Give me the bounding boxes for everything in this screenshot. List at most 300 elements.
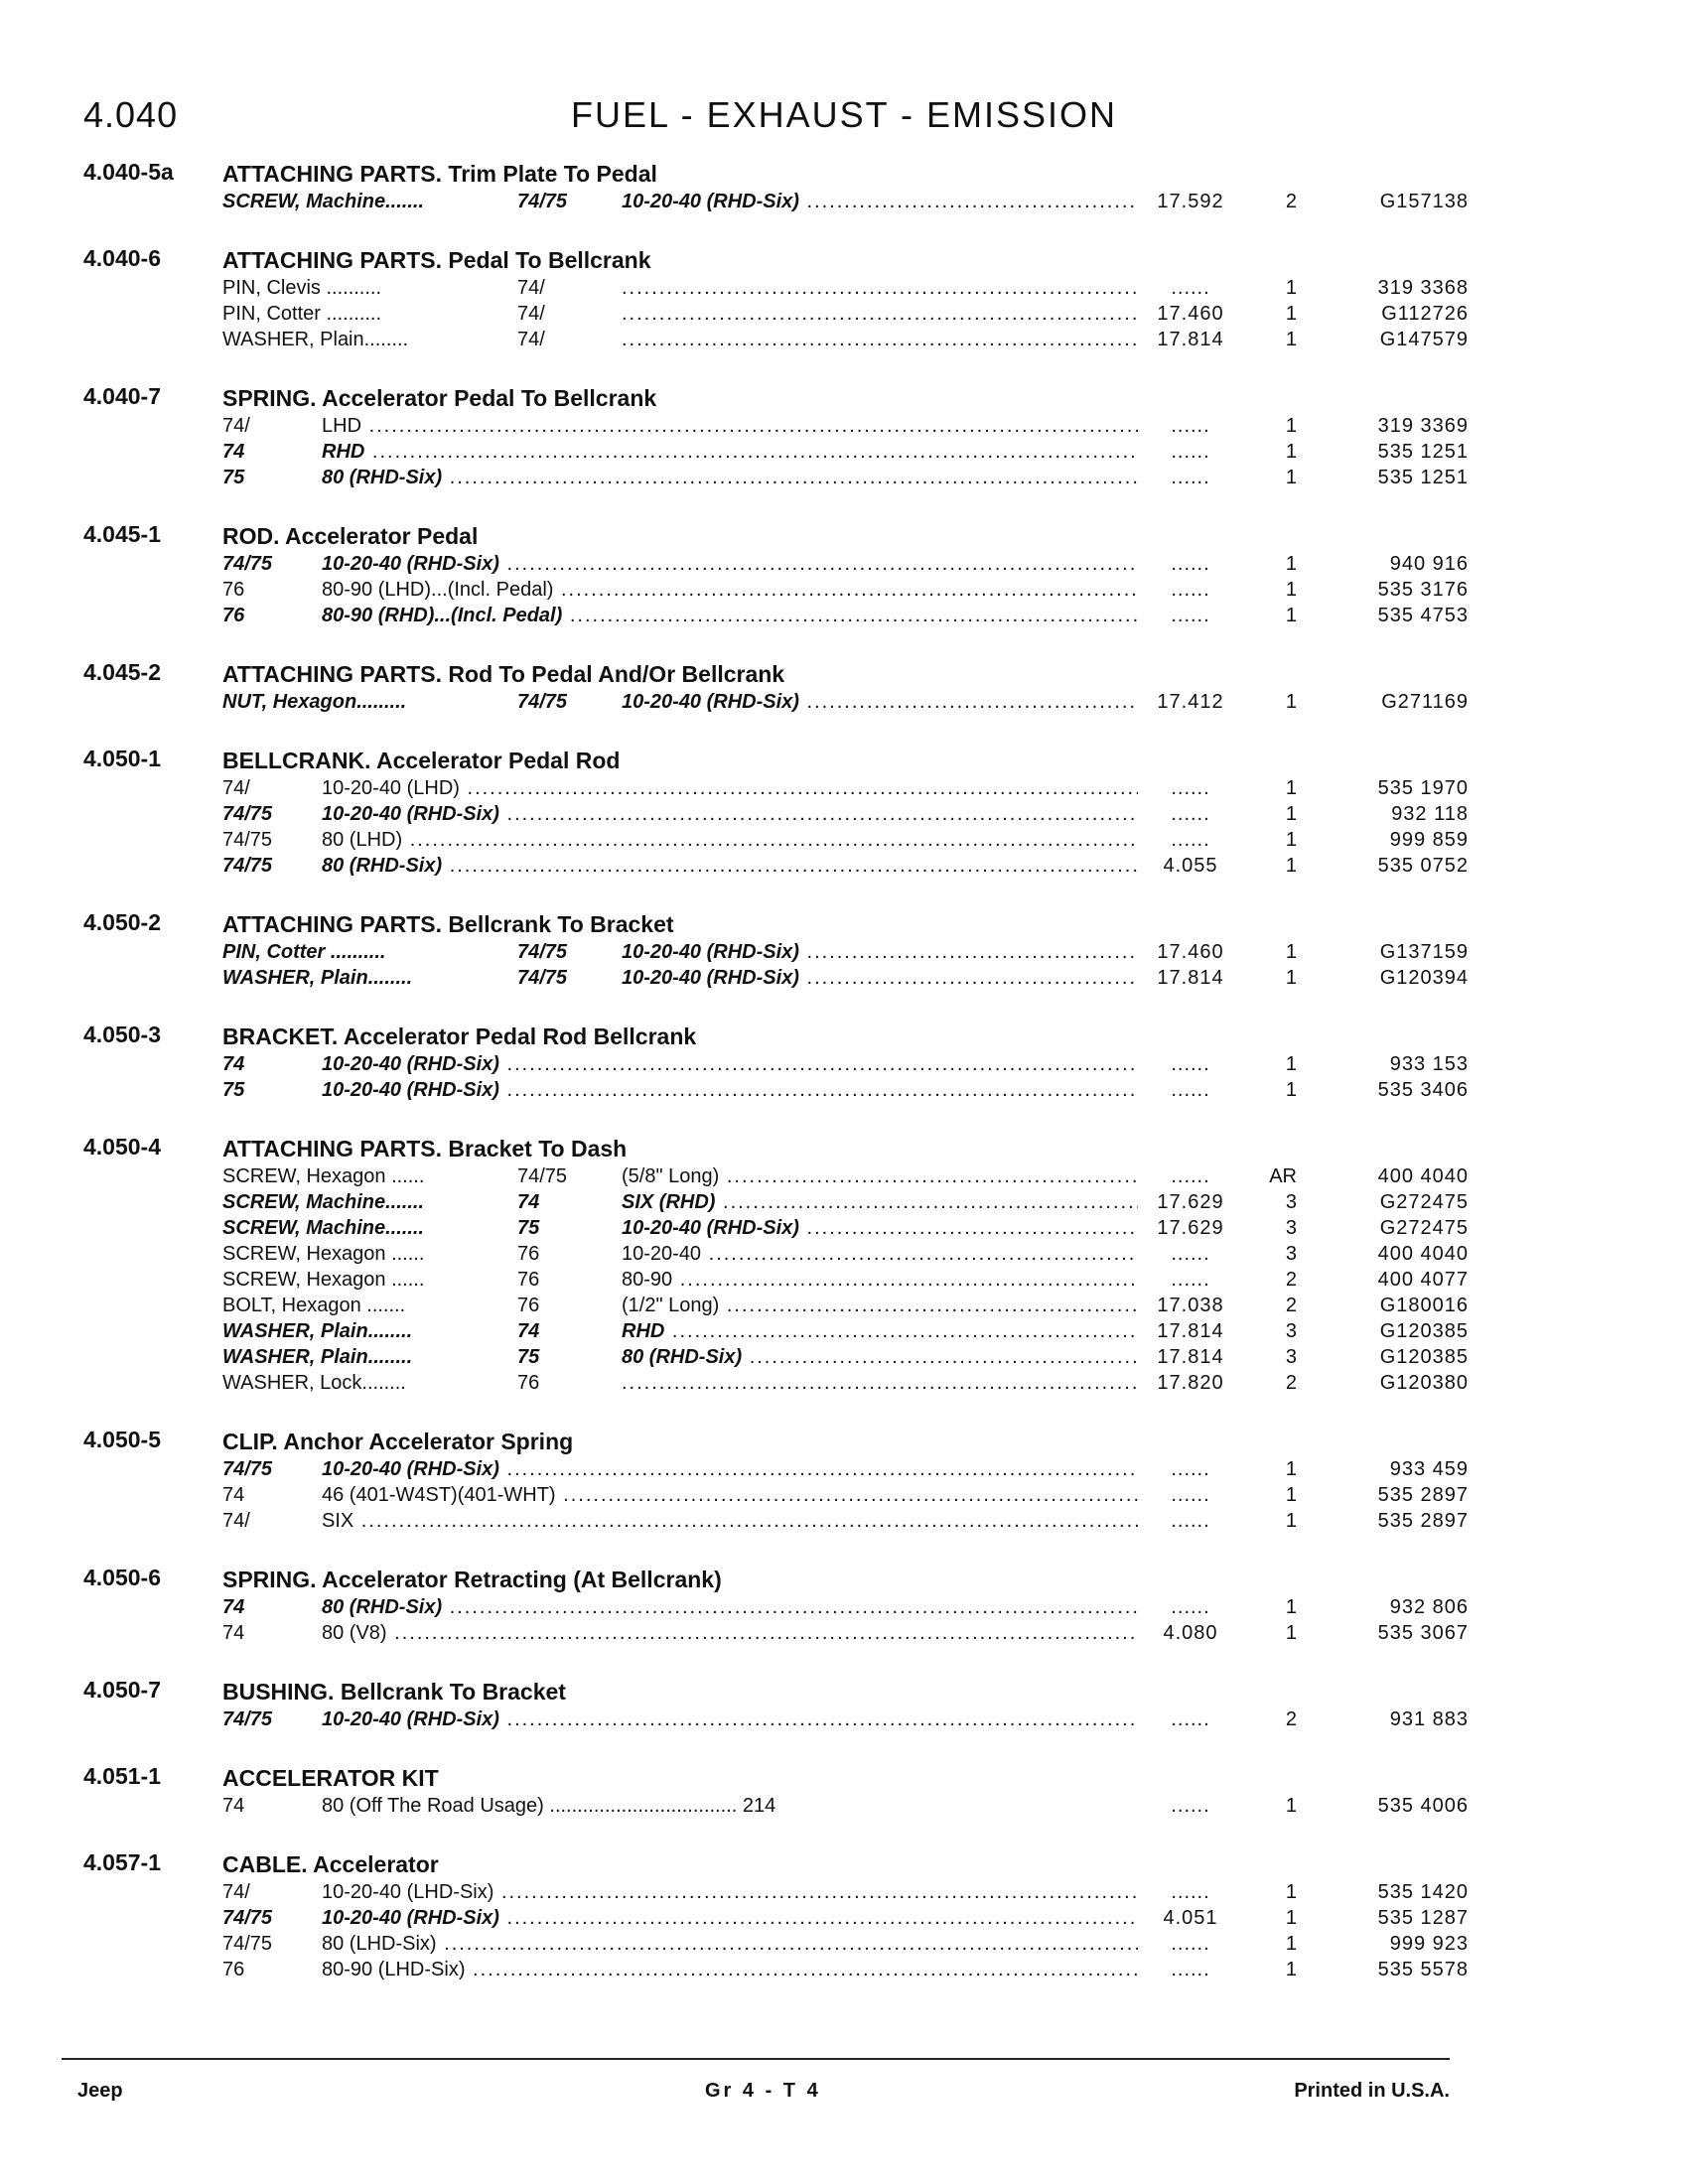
reference-number: ...... [1171,553,1210,575]
footer-group-ref: Gr 4 - T 4 [705,2080,821,2102]
part-name: WASHER, Plain........ [222,1346,413,1368]
application: 10-20-40 (LHD-Six) ..... [322,1879,1138,1905]
part-row [83,1594,1469,1620]
part-name: WASHER, Lock........ [222,1372,406,1394]
part-row [83,327,1469,352]
reference-number: ...... [1171,1243,1210,1265]
part-row [83,275,1469,301]
application [622,275,1138,301]
part-number: G272475 [1379,1191,1469,1213]
part-row [83,1370,1469,1396]
quantity: 2 [1285,191,1297,212]
quantity: AR [1269,1165,1297,1187]
part-row [83,1706,1469,1732]
part-row [83,775,1469,801]
reference-number: ...... [1171,1510,1210,1532]
part-name: SCREW, Hexagon ...... [222,1243,425,1265]
quantity: 3 [1285,1217,1297,1239]
application: 10-20-40 (RHD-Six) ..... [622,689,1138,715]
part-name: SCREW, Hexagon ...... [222,1165,425,1187]
footer-printed: Printed in U.S.A. [1294,2080,1450,2102]
part-name: PIN, Clevis .......... [222,277,382,299]
part-row [83,603,1469,628]
application: RHD ..... [322,439,1138,465]
application: 10-20-40 (RHD-Six) ..... [322,1905,1138,1931]
part-row [83,551,1469,577]
part-name: WASHER, Plain........ [222,967,413,989]
quantity: 1 [1285,829,1297,851]
application: 80 (V8) ..... [322,1620,1138,1646]
part-name: 74/75 [222,855,273,877]
application: 10-20-40 (RHD-Six) ..... [622,939,1138,965]
quantity: 1 [1285,691,1297,713]
application: 10-20-40 (RHD-Six) ..... [622,189,1138,214]
group-title: SPRING. Accelerator Retracting (At Bellcrank) [222,1567,722,1592]
parts-group [83,383,1469,490]
part-name: 74/ [222,415,250,437]
application: 80-90 ..... [622,1267,1138,1293]
part-number: 535 1251 [1377,441,1469,463]
application: (5/8" Long) ..... [622,1163,1138,1189]
quantity: 1 [1285,467,1297,488]
parts-group [83,1565,1469,1646]
part-name: 74 [222,1622,245,1644]
reference-number: ...... [1171,1881,1210,1903]
model-year: 74/ [517,303,545,325]
group-number: 4.050-7 [83,1677,162,1703]
parts-group [83,245,1469,352]
parts-group [83,746,1469,879]
application: 10-20-40 (LHD) ..... [322,775,1138,801]
part-row [83,1482,1469,1508]
quantity: 1 [1285,1622,1297,1644]
part-row [83,1508,1469,1534]
quantity: 3 [1285,1191,1297,1213]
part-number: G120394 [1379,967,1469,989]
application: 80 (RHD-Six) ..... [322,465,1138,490]
part-number: 940 916 [1389,553,1469,575]
part-name: 74/75 [222,1458,273,1480]
reference-number: ...... [1171,579,1210,601]
quantity: 1 [1285,1907,1297,1929]
application: 46 (401-W4ST)(401-WHT) ..... [322,1482,1138,1508]
reference-number: ...... [1171,803,1210,825]
reference-number: ...... [1171,1959,1210,1980]
application: 80-90 (LHD-Six) ..... [322,1957,1138,1982]
application: 10-20-40 (RHD-Six) ..... [322,801,1138,827]
parts-group [83,1022,1469,1103]
part-name: 74/75 [222,1907,273,1929]
quantity: 1 [1285,441,1297,463]
application: 80 (RHD-Six) ..... [622,1344,1138,1370]
part-number: 535 3176 [1377,579,1469,601]
parts-group [83,1677,1469,1732]
part-name: 74/ [222,1510,250,1532]
group-title: ATTACHING PARTS. Trim Plate To Pedal [222,161,657,187]
quantity: 2 [1285,1708,1297,1730]
part-number: 535 0752 [1377,855,1469,877]
quantity: 1 [1285,303,1297,325]
model-year: 76 [517,1269,540,1291]
part-row [83,827,1469,853]
reference-number: 17.629 [1157,1217,1224,1239]
part-row [83,1931,1469,1957]
model-year: 74/ [517,329,545,350]
part-number: 932 806 [1389,1596,1469,1618]
part-name: 74/ [222,1881,250,1903]
quantity: 1 [1285,553,1297,575]
model-year: 74/75 [517,691,568,713]
parts-group [83,1849,1469,1982]
reference-number: 4.080 [1163,1622,1218,1644]
part-number: G271169 [1381,691,1469,713]
parts-group [83,1134,1469,1396]
group-title: BUSHING. Bellcrank To Bracket [222,1679,566,1705]
part-name: SCREW, Hexagon ...... [222,1269,425,1291]
reference-number: ...... [1171,1079,1210,1101]
parts-group [83,909,1469,991]
quantity: 1 [1285,1795,1297,1817]
quantity: 1 [1285,803,1297,825]
part-name: SCREW, Machine....... [222,1217,424,1239]
application: 80 (RHD-Six) ..... [322,1594,1138,1620]
quantity: 1 [1285,329,1297,350]
reference-number: ...... [1171,277,1210,299]
reference-number: 17.814 [1157,1320,1224,1342]
part-name: PIN, Cotter .......... [222,303,382,325]
application: LHD ..... [322,413,1138,439]
reference-number: ...... [1171,1933,1210,1955]
reference-number: ...... [1171,1458,1210,1480]
application: 80-90 (LHD)...(Incl. Pedal) ..... [322,577,1138,603]
part-row [83,465,1469,490]
quantity: 3 [1285,1346,1297,1368]
part-number: G180016 [1379,1295,1469,1316]
quantity: 1 [1285,1881,1297,1903]
part-row [83,853,1469,879]
group-title: ACCELERATOR KIT [222,1765,439,1791]
parts-group [83,159,1469,214]
part-name: 74/75 [222,553,273,575]
part-row [83,301,1469,327]
quantity: 1 [1285,855,1297,877]
part-row [83,413,1469,439]
group-title: CABLE. Accelerator [222,1851,439,1877]
quantity: 1 [1285,1959,1297,1980]
part-number: 999 923 [1389,1933,1469,1955]
group-number: 4.050-6 [83,1565,162,1590]
quantity: 2 [1285,1295,1297,1316]
reference-number: 17.460 [1157,941,1224,963]
quantity: 1 [1285,1079,1297,1101]
part-row [83,1267,1469,1293]
quantity: 1 [1285,605,1297,626]
part-row [83,1293,1469,1318]
part-name: PIN, Cotter .......... [222,941,386,963]
application [622,1370,1138,1396]
part-row [83,801,1469,827]
reference-number: 17.814 [1157,967,1224,989]
part-number: 535 1287 [1377,1907,1469,1929]
reference-number: ...... [1171,1484,1210,1506]
group-title: ATTACHING PARTS. Rod To Pedal And/Or Bellcrank [222,661,785,687]
model-year: 75 [517,1217,540,1239]
model-year: 74/ [517,277,545,299]
group-number: 4.050-1 [83,746,162,771]
quantity: 1 [1285,967,1297,989]
part-row [83,1344,1469,1370]
application [622,301,1138,327]
reference-number: ...... [1171,1269,1210,1291]
application: 10-20-40 ..... [622,1241,1138,1267]
part-number: 535 1251 [1377,467,1469,488]
quantity: 1 [1285,579,1297,601]
reference-number: ...... [1171,1795,1210,1817]
group-number: 4.045-1 [83,521,162,547]
part-number: 535 4753 [1377,605,1469,626]
part-row [83,1620,1469,1646]
model-year: 74 [517,1191,540,1213]
part-row [83,965,1469,991]
reference-number: 17.814 [1157,1346,1224,1368]
part-number: 319 3368 [1377,277,1469,299]
part-name: 74/75 [222,803,273,825]
part-row [83,189,1469,214]
reference-number: ...... [1171,829,1210,851]
part-name: NUT, Hexagon......... [222,691,407,713]
application: 10-20-40 (RHD-Six) ..... [622,965,1138,991]
part-row [83,1215,1469,1241]
application: 80 (LHD) ..... [322,827,1138,853]
part-number: 319 3369 [1377,415,1469,437]
part-name: 74 [222,1053,245,1075]
part-row [83,1879,1469,1905]
group-title: ATTACHING PARTS. Bracket To Dash [222,1136,628,1161]
group-title: ROD. Accelerator Pedal [222,523,479,549]
part-number: G147579 [1379,329,1469,350]
part-row [83,1189,1469,1215]
part-row [83,1318,1469,1344]
part-row [83,689,1469,715]
part-number: 535 4006 [1377,1795,1469,1817]
application [622,327,1138,352]
part-number: G157138 [1379,191,1469,212]
part-row [83,1163,1469,1189]
application: 80 (RHD-Six) ..... [322,853,1138,879]
reference-number: 17.629 [1157,1191,1224,1213]
parts-group [83,659,1469,715]
model-year: 76 [517,1243,540,1265]
quantity: 1 [1285,1458,1297,1480]
part-number: G272475 [1379,1217,1469,1239]
group-number: 4.050-4 [83,1134,162,1160]
part-name: WASHER, Plain........ [222,1320,413,1342]
part-name: 75 [222,467,245,488]
application: RHD ..... [622,1318,1138,1344]
part-name: BOLT, Hexagon ....... [222,1295,406,1316]
model-year: 74/75 [517,967,568,989]
part-number: 933 153 [1389,1053,1469,1075]
group-title: SPRING. Accelerator Pedal To Bellcrank [222,385,657,411]
group-number: 4.040-6 [83,245,162,271]
quantity: 1 [1285,1484,1297,1506]
reference-number: 17.592 [1157,191,1224,212]
group-title: ATTACHING PARTS. Pedal To Bellcrank [222,247,651,273]
reference-number: ...... [1171,1165,1210,1187]
group-number: 4.050-2 [83,909,162,935]
group-number: 4.040-7 [83,383,162,409]
group-title: BRACKET. Accelerator Pedal Rod Bellcrank [222,1024,697,1049]
application: 10-20-40 (RHD-Six) ..... [322,1706,1138,1732]
part-row [83,939,1469,965]
quantity: 1 [1285,415,1297,437]
part-name: SCREW, Machine....... [222,191,424,212]
part-number: G120385 [1379,1346,1469,1368]
quantity: 1 [1285,941,1297,963]
reference-number: 17.038 [1157,1295,1224,1316]
part-number: 535 1970 [1377,777,1469,799]
part-row [83,1905,1469,1931]
part-row [83,1051,1469,1077]
reference-number: ...... [1171,1708,1210,1730]
quantity: 3 [1285,1320,1297,1342]
reference-number: 17.460 [1157,303,1224,325]
part-name: WASHER, Plain........ [222,329,409,350]
reference-number: ...... [1171,441,1210,463]
part-number: G120385 [1379,1320,1469,1342]
reference-number: 17.412 [1157,691,1224,713]
page-title: FUEL - EXHAUST - EMISSION [570,94,1118,135]
reference-number: 17.814 [1157,329,1224,350]
group-number: 4.040-5a [83,159,174,185]
reference-number: 4.051 [1163,1907,1218,1929]
part-row [83,1957,1469,1982]
application: 10-20-40 (RHD-Six) ..... [322,1077,1138,1103]
parts-list [83,159,1469,2013]
part-name: 76 [222,605,245,626]
model-year: 74/75 [517,941,568,963]
reference-number: 4.055 [1163,855,1218,877]
group-title: BELLCRANK. Accelerator Pedal Rod [222,748,621,773]
part-number: G137159 [1379,941,1469,963]
part-name: 74/75 [222,1933,273,1955]
part-row [83,1456,1469,1482]
quantity: 1 [1285,1596,1297,1618]
reference-number: ...... [1171,777,1210,799]
part-name: 75 [222,1079,245,1101]
part-number: 535 5578 [1377,1959,1469,1980]
part-number: 535 3406 [1377,1079,1469,1101]
page-header [83,94,1605,144]
application: 10-20-40 (RHD-Six) ..... [322,551,1138,577]
application: SIX (RHD) ..... [622,1189,1138,1215]
quantity: 1 [1285,1933,1297,1955]
part-number: 931 883 [1389,1708,1469,1730]
application: 80-90 (RHD)...(Incl. Pedal) ..... [322,603,1138,628]
footer-brand: Jeep [77,2080,123,2102]
reference-number: ...... [1171,467,1210,488]
part-row [83,439,1469,465]
part-name: 74 [222,1596,245,1618]
reference-number: ...... [1171,415,1210,437]
part-row [83,1793,1469,1819]
group-title: CLIP. Anchor Accelerator Spring [222,1429,574,1454]
part-name: 76 [222,1959,245,1980]
application: 10-20-40 (RHD-Six) ..... [322,1456,1138,1482]
quantity: 1 [1285,1053,1297,1075]
model-year: 76 [517,1372,540,1394]
part-number: 932 118 [1391,803,1469,825]
quantity: 1 [1285,1510,1297,1532]
part-name: 74 [222,1484,245,1506]
part-number: 400 4077 [1377,1269,1469,1291]
part-name: 74/75 [222,1708,273,1730]
parts-group [83,521,1469,628]
group-number: 4.050-3 [83,1022,162,1047]
model-year: 74/75 [517,1165,568,1187]
quantity: 1 [1285,277,1297,299]
application: 10-20-40 (RHD-Six) ..... [322,1051,1138,1077]
part-name: 74 [222,1795,245,1817]
reference-number: 17.820 [1157,1372,1224,1394]
application: 10-20-40 (RHD-Six) ..... [622,1215,1138,1241]
part-name: 76 [222,579,245,601]
part-row [83,1241,1469,1267]
quantity: 1 [1285,777,1297,799]
model-year: 75 [517,1346,540,1368]
part-name: 74/75 [222,829,273,851]
model-year: 76 [517,1295,540,1316]
group-number: 4.050-5 [83,1427,162,1452]
part-number: G112726 [1381,303,1469,325]
part-number: 535 2897 [1377,1484,1469,1506]
part-number: 933 459 [1389,1458,1469,1480]
quantity: 2 [1285,1269,1297,1291]
reference-number: ...... [1171,605,1210,626]
group-number: 4.057-1 [83,1849,162,1875]
group-number: 4.051-1 [83,1763,162,1789]
part-number: 535 2897 [1377,1510,1469,1532]
group-number: 4.045-2 [83,659,162,685]
application: 80 (LHD-Six) ..... [322,1931,1138,1957]
application: SIX ..... [322,1508,1138,1534]
application: 80 (Off The Road Usage) .................................. 214 [322,1795,776,1817]
parts-group [83,1427,1469,1534]
parts-group [83,1763,1469,1819]
model-year: 74/75 [517,191,568,212]
quantity: 3 [1285,1243,1297,1265]
application: (1/2" Long) ..... [622,1293,1138,1318]
part-number: 535 3067 [1377,1622,1469,1644]
footer-rule [62,2058,1450,2060]
group-title: ATTACHING PARTS. Bellcrank To Bracket [222,911,674,937]
section-number: 4.040 [83,94,179,135]
part-row [83,577,1469,603]
part-number: 535 1420 [1377,1881,1469,1903]
part-number: 999 859 [1389,829,1469,851]
part-name: SCREW, Machine....... [222,1191,424,1213]
part-number: 400 4040 [1377,1165,1469,1187]
model-year: 74 [517,1320,540,1342]
part-number: G120380 [1379,1372,1469,1394]
part-name: 74/ [222,777,250,799]
part-number: 400 4040 [1377,1243,1469,1265]
part-name: 74 [222,441,245,463]
reference-number: ...... [1171,1596,1210,1618]
quantity: 2 [1285,1372,1297,1394]
reference-number: ...... [1171,1053,1210,1075]
part-row [83,1077,1469,1103]
